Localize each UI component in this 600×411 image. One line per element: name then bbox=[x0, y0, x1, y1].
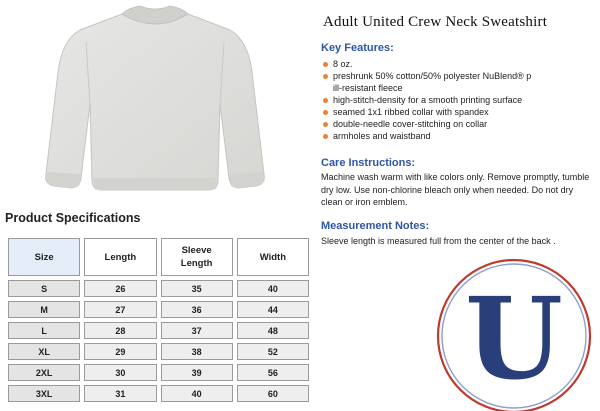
sleeve-length-cell: 38 bbox=[161, 343, 233, 360]
size-cell: L bbox=[8, 322, 80, 339]
feature-item: preshrunk 50% cotton/50% polyester NuBlend® p bbox=[323, 70, 593, 82]
length-cell: 27 bbox=[84, 301, 156, 318]
united-u-logo-icon bbox=[430, 252, 594, 411]
width-column-header: Width bbox=[237, 238, 309, 276]
size-cell: M bbox=[8, 301, 80, 318]
table-row bbox=[8, 343, 309, 360]
bullet-dot-icon bbox=[323, 98, 328, 103]
length-cell: 31 bbox=[84, 385, 156, 402]
width-cell: 48 bbox=[237, 322, 309, 339]
sleeve-length-cell: 37 bbox=[161, 322, 233, 339]
feature-item: seamed 1x1 ribbed collar with spandex bbox=[323, 106, 593, 118]
sleeve-length-cell: 35 bbox=[161, 280, 233, 297]
size-cell: 3XL bbox=[8, 385, 80, 402]
feature-item: armholes and waistband bbox=[323, 130, 593, 142]
sleeve-length-cell: 36 bbox=[161, 301, 233, 318]
length-cell: 26 bbox=[84, 280, 156, 297]
key-features-heading: Key Features: bbox=[321, 42, 394, 54]
bullet-dot-icon bbox=[323, 62, 328, 67]
care-instructions-heading: Care Instructions: bbox=[321, 157, 416, 169]
feature-item-continuation: ill-resistant fleece bbox=[333, 83, 403, 93]
sleeve-length-cell: 40 bbox=[161, 385, 233, 402]
bullet-dot-icon bbox=[323, 134, 328, 139]
length-cell: 29 bbox=[84, 343, 156, 360]
width-cell: 44 bbox=[237, 301, 309, 318]
feature-item: double-needle cover-stitching on collar bbox=[323, 118, 593, 130]
care-instructions-text: Machine wash warm with like colors only. Remove promptly, tumble dry low. Use non-chlorine bleach only when needed. Do not dry clean or iron emblem. bbox=[321, 172, 590, 207]
size-cell: 2XL bbox=[8, 364, 80, 381]
measurement-notes-text: Sleeve length is measured full from the center of the back . bbox=[321, 236, 556, 246]
feature-item: high-stitch-density for a smooth printing surface bbox=[323, 94, 593, 106]
table-header-row bbox=[8, 238, 309, 276]
width-cell: 56 bbox=[237, 364, 309, 381]
table-row bbox=[8, 322, 309, 339]
key-features-list bbox=[323, 58, 593, 142]
length-cell: 28 bbox=[84, 322, 156, 339]
sweatshirt-image bbox=[40, 2, 270, 197]
length-cell: 30 bbox=[84, 364, 156, 381]
size-chart-table bbox=[4, 234, 313, 406]
width-cell: 40 bbox=[237, 280, 309, 297]
feature-item: 8 oz. bbox=[323, 58, 593, 70]
size-column-header: Size bbox=[8, 238, 80, 276]
table-row bbox=[8, 364, 309, 381]
size-cell: S bbox=[8, 280, 80, 297]
product-specifications-heading: Product Specifications bbox=[5, 211, 141, 225]
product-title: Adult United Crew Neck Sweatshirt bbox=[323, 14, 548, 30]
length-column-header: Length bbox=[84, 238, 156, 276]
sleeve-length-column-header: Sleeve Length bbox=[161, 238, 233, 276]
logo-letter: U bbox=[465, 274, 563, 405]
bullet-dot-icon bbox=[323, 122, 328, 127]
sleeve-length-cell: 39 bbox=[161, 364, 233, 381]
table-row bbox=[8, 385, 309, 402]
table-row bbox=[8, 280, 309, 297]
width-cell: 60 bbox=[237, 385, 309, 402]
measurement-notes-heading: Measurement Notes: bbox=[321, 220, 430, 232]
bullet-dot-icon bbox=[323, 74, 328, 79]
bullet-dot-icon bbox=[323, 110, 328, 115]
table-row bbox=[8, 301, 309, 318]
width-cell: 52 bbox=[237, 343, 309, 360]
size-cell: XL bbox=[8, 343, 80, 360]
